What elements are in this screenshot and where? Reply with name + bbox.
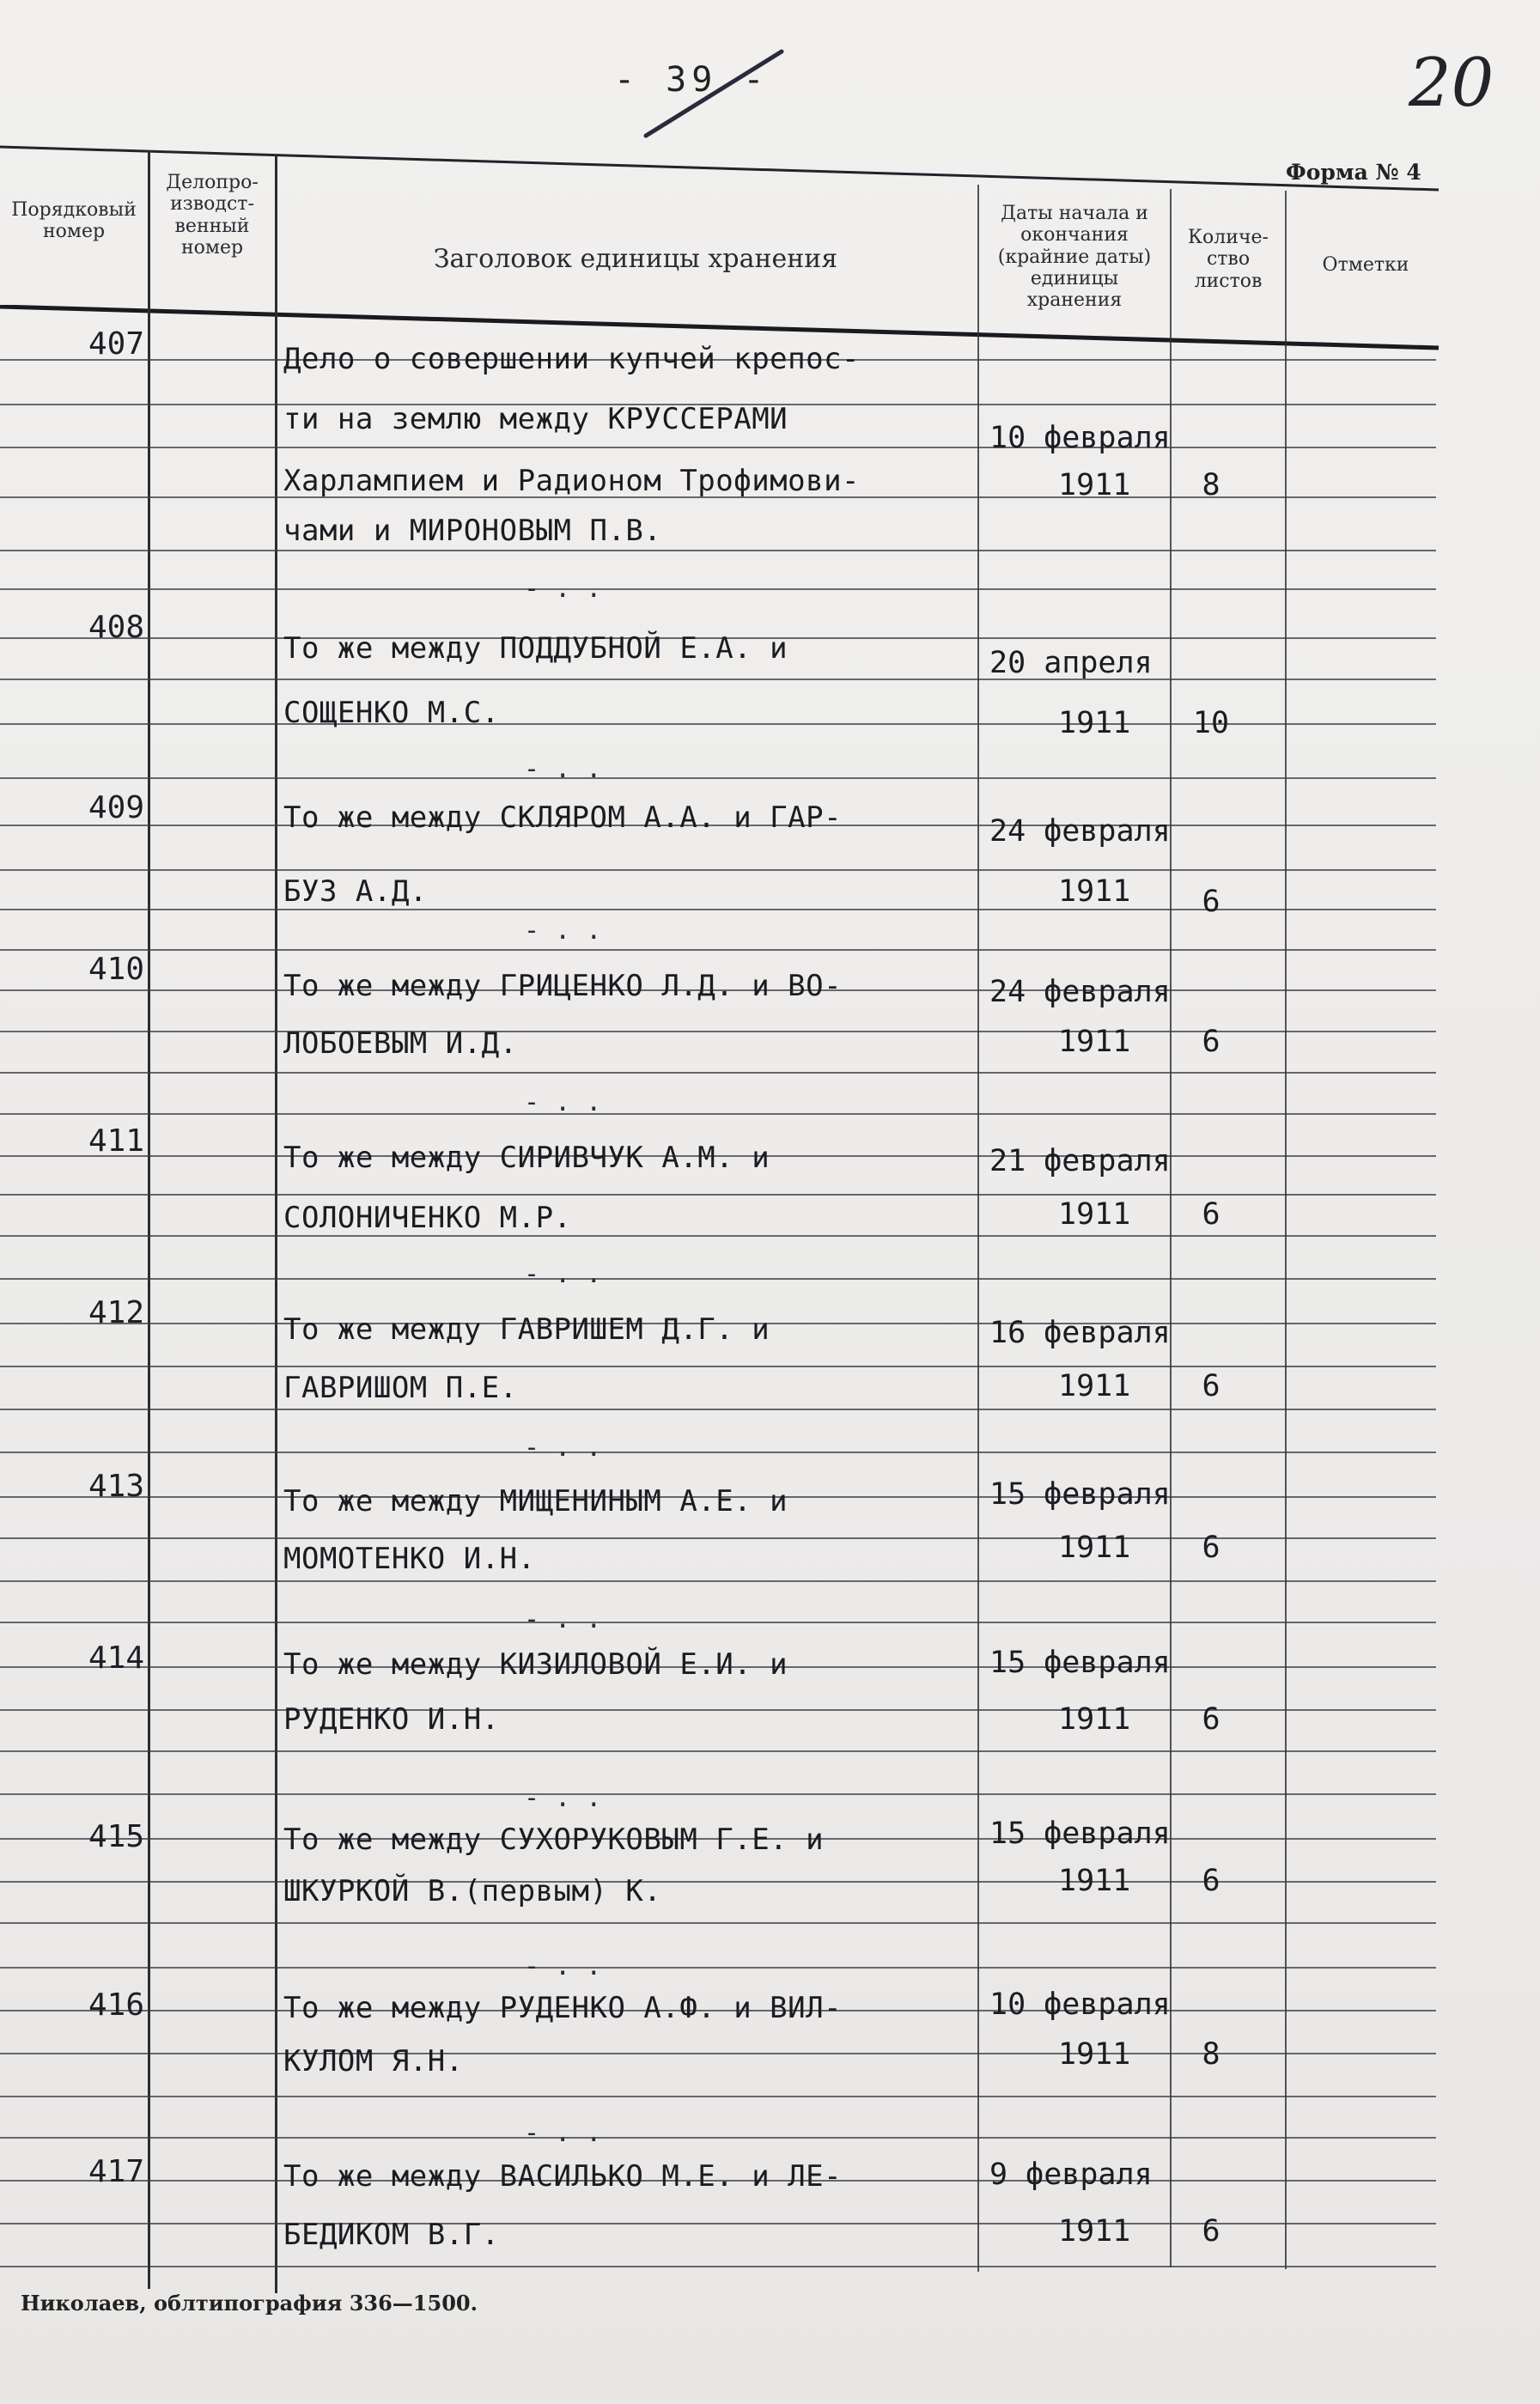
ruled-line	[0, 1072, 1436, 1074]
record-title-line: То же между ГАВРИШЕМ Д.Г. и	[283, 1312, 770, 1347]
record-sheet-count: 6	[1202, 1025, 1220, 1059]
page-number-strike	[636, 43, 790, 146]
record-year: 1911	[1058, 2037, 1131, 2072]
record-date: 10 февраля	[989, 421, 1171, 455]
record-separator: - . .	[524, 1433, 602, 1463]
record-sheet-count: 8	[1202, 468, 1220, 502]
record-year: 1911	[1058, 874, 1131, 909]
ruled-line	[0, 1452, 1436, 1453]
ruled-line	[0, 1580, 1436, 1582]
record-sheet-count: 6	[1202, 885, 1220, 919]
record-sheet-count: 6	[1202, 1864, 1220, 1898]
record-title-line: ШКУРКОЙ В.(первым) К.	[283, 1874, 662, 1908]
record-title-line: БУЗ А.Д.	[283, 874, 428, 909]
record-year: 1911	[1058, 2214, 1131, 2249]
record-sheet-count: 6	[1202, 2214, 1220, 2249]
record-number: 410	[88, 952, 144, 987]
ruled-line	[0, 2266, 1436, 2267]
ruled-line	[0, 550, 1436, 551]
record-title-line: СОЛОНИЧЕНКО М.Р.	[283, 1201, 572, 1235]
record-title-line: То же между ГРИЦЕНКО Л.Д. и ВО-	[283, 969, 843, 1003]
record-separator: - . .	[524, 1259, 602, 1289]
record-sheet-count: 8	[1202, 2037, 1220, 2072]
record-title-line: чами и МИРОНОВЫМ П.В.	[283, 514, 662, 548]
record-title-line: МОМОТЕНКО И.Н.	[283, 1542, 536, 1576]
ruled-line	[0, 1622, 1436, 1623]
record-sheet-count: 6	[1202, 1531, 1220, 1565]
record-title-line: То же между СИРИВЧУК А.М. и	[283, 1141, 770, 1175]
record-number: 407	[88, 326, 144, 362]
record-number: 416	[88, 1987, 144, 2023]
record-year: 1911	[1058, 1197, 1131, 1232]
record-number: 409	[88, 790, 144, 825]
record-title-line: То же между ВАСИЛЬКО М.Е. и ЛЕ-	[283, 2159, 843, 2194]
ruled-line	[0, 588, 1436, 590]
record-date: 20 апреля	[989, 646, 1153, 680]
record-separator: - . .	[524, 2118, 602, 2148]
header-notes: Отметки	[1322, 254, 1409, 276]
archive-sheet-number: 20	[1409, 45, 1494, 122]
record-title-line: ГАВРИШОМ П.Е.	[283, 1371, 518, 1405]
record-number: 417	[88, 2154, 144, 2189]
record-sheet-count: 6	[1202, 1702, 1220, 1737]
header-sheet-count: Количе- ство листов	[1188, 227, 1269, 292]
record-title-line: То же между СКЛЯРОМ А.А. и ГАР-	[283, 800, 843, 835]
record-title-line: КУЛОМ Я.Н.	[283, 2044, 464, 2078]
record-separator: - . .	[524, 1951, 602, 1981]
record-title-line: То же между КИЗИЛОВОЙ Е.И. и	[283, 1647, 788, 1682]
record-year: 1911	[1058, 1864, 1131, 1898]
record-title-line: СОЩЕНКО М.С.	[283, 696, 500, 730]
ruled-line	[0, 777, 1436, 779]
record-title-line: Харлампием и Радионом Трофимови-	[283, 464, 861, 498]
ruled-line	[0, 2137, 1436, 2139]
record-separator: - . .	[524, 1087, 602, 1117]
ruled-line	[0, 1750, 1436, 1752]
record-date: 9 февраля	[989, 2158, 1153, 2192]
header-office-number: Делопро- изводст- венный номер	[166, 172, 259, 259]
ruled-line	[0, 1967, 1436, 1969]
record-title-line: То же между СУХОРУКОВЫМ Г.Е. и	[283, 1823, 825, 1857]
record-year: 1911	[1058, 468, 1131, 502]
record-number: 414	[88, 1640, 144, 1676]
ruled-line	[0, 1922, 1436, 1924]
record-sheet-count: 6	[1202, 1369, 1220, 1403]
record-date: 24 февраля	[989, 975, 1171, 1009]
ruled-line	[0, 2096, 1436, 2097]
record-separator: - . .	[524, 754, 602, 784]
ruled-line	[0, 1194, 1436, 1196]
record-title-line: РУДЕНКО И.Н.	[283, 1702, 500, 1737]
col-divider-4	[1170, 189, 1172, 2267]
record-year: 1911	[1058, 1369, 1131, 1403]
record-sheet-count: 10	[1192, 706, 1230, 740]
record-title-line: Дело о совершении купчей крепос-	[283, 342, 861, 376]
ruled-line	[0, 1409, 1436, 1410]
form-label: Форма № 4	[1286, 160, 1421, 185]
ruled-line	[0, 679, 1436, 680]
record-date: 16 февраля	[989, 1316, 1171, 1350]
ruled-line	[0, 1235, 1436, 1237]
ruled-line	[0, 447, 1436, 448]
record-year: 1911	[1058, 1531, 1131, 1565]
col-divider-5	[1285, 191, 1287, 2269]
printer-imprint: Николаев, облтипография 336—1500.	[21, 2291, 478, 2316]
header-seq-number: Порядковый номер	[11, 199, 137, 243]
record-number: 408	[88, 610, 144, 645]
ruled-line	[0, 869, 1436, 871]
record-number: 411	[88, 1123, 144, 1159]
record-date: 10 февраля	[989, 1987, 1171, 2022]
ruled-line	[0, 1278, 1436, 1280]
record-title-line: То же между РУДЕНКО А.Ф. и ВИЛ-	[283, 1991, 843, 2025]
record-date: 15 февраля	[989, 1646, 1171, 1680]
record-separator: - . .	[524, 1783, 602, 1813]
record-title-line: То же между МИЩЕНИНЫМ А.Е. и	[283, 1484, 788, 1518]
record-date: 21 февраля	[989, 1144, 1171, 1178]
record-date: 15 февраля	[989, 1477, 1171, 1512]
ruled-line	[0, 1793, 1436, 1795]
record-number: 413	[88, 1469, 144, 1504]
record-year: 1911	[1058, 1702, 1131, 1737]
record-separator: - . .	[524, 1604, 602, 1634]
record-sheet-count: 6	[1202, 1197, 1220, 1232]
record-title-line: ЛОБОЕВЫМ И.Д.	[283, 1026, 518, 1061]
ruled-line	[0, 1366, 1436, 1367]
col-divider-2	[275, 155, 277, 2293]
ruled-line	[0, 949, 1436, 951]
record-separator: - . .	[524, 916, 602, 946]
record-title-line: ти на землю между КРУССЕРАМИ	[283, 402, 788, 436]
ruled-line	[0, 1113, 1436, 1115]
record-date: 15 февраля	[989, 1817, 1171, 1851]
record-separator: - . .	[524, 574, 602, 604]
header-dates: Даты начала и окончания (крайние даты) единицы хранения	[997, 203, 1152, 312]
record-number: 412	[88, 1295, 144, 1330]
record-title-line: То же между ПОДДУБНОЙ Е.А. и	[283, 631, 788, 666]
header-title: Заголовок единицы хранения	[433, 244, 838, 274]
record-title-line: БЕДИКОМ В.Г.	[283, 2218, 500, 2252]
record-number: 415	[88, 1819, 144, 1854]
record-date: 24 февраля	[989, 814, 1171, 849]
record-year: 1911	[1058, 1025, 1131, 1059]
record-year: 1911	[1058, 706, 1131, 740]
page-number: - 39 -	[614, 60, 770, 100]
